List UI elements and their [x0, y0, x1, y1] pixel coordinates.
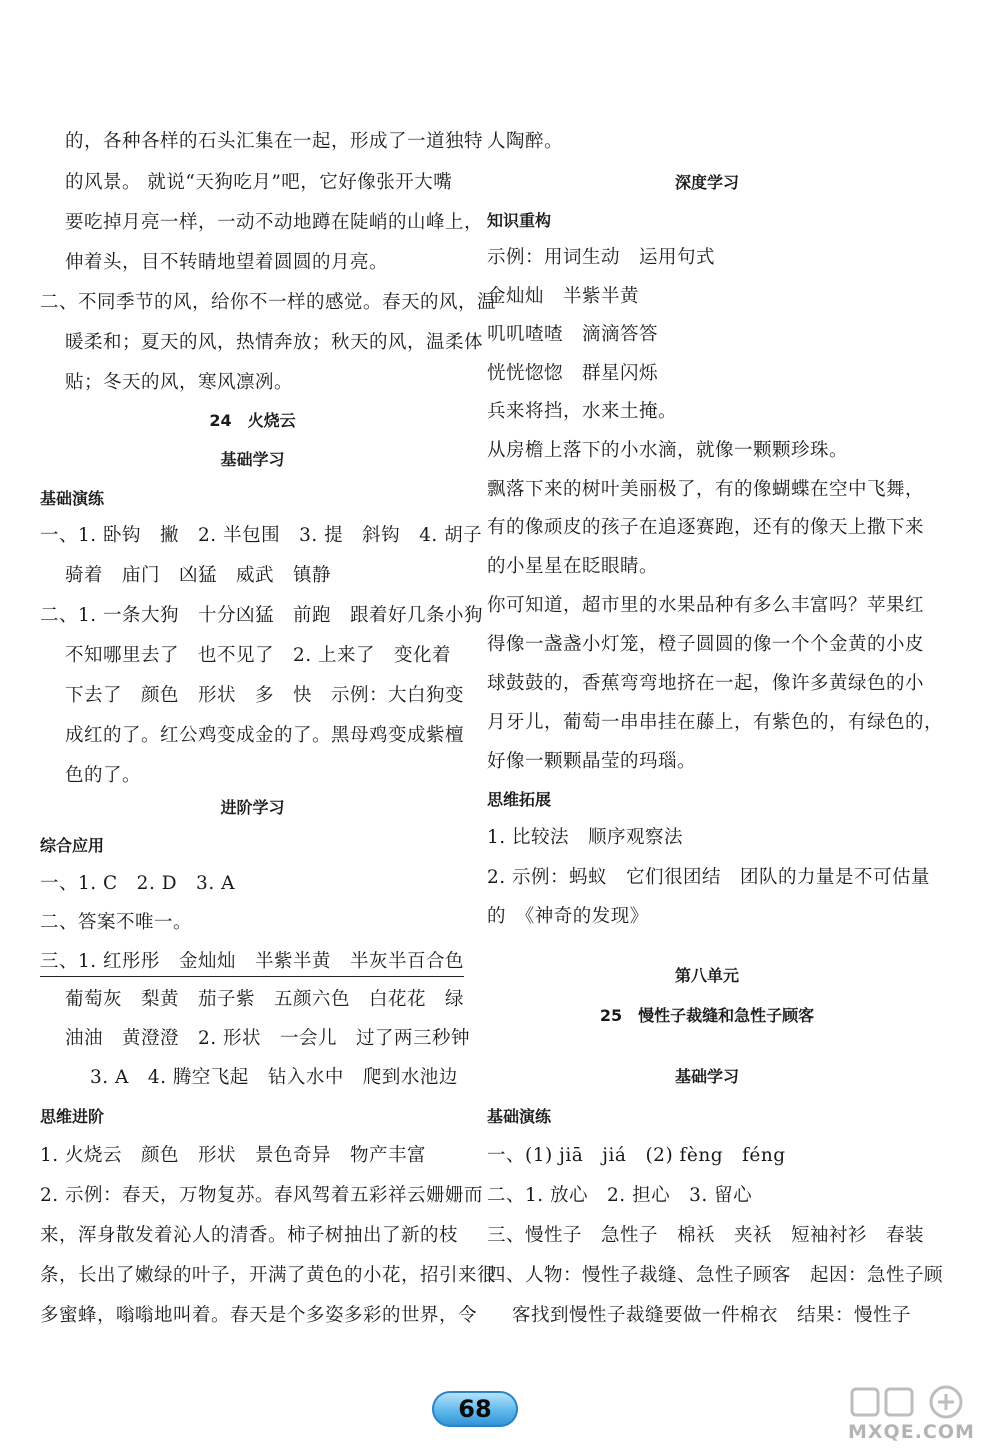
- subsection-heading: 思维拓展: [487, 790, 552, 809]
- subsection-heading: 知识重构: [487, 211, 552, 230]
- answer-line: 球鼓鼓的，香蕉弯弯地挤在一起，像许多黄绿色的小: [487, 673, 925, 694]
- subsection-heading: 思维进阶: [40, 1107, 105, 1126]
- subsection-heading: 综合应用: [40, 836, 105, 855]
- watermark-icon: [838, 1383, 988, 1423]
- answer-line: 下去了 颜色 形状 多 快 示例：大白狗变: [65, 685, 465, 706]
- lesson-title: 25 慢性子裁缝和急性子顾客: [599, 1006, 815, 1025]
- answer-line: 二、1. 放心 2. 担心 3. 留心: [487, 1185, 753, 1206]
- answer-line: 示例：用词生动 运用句式: [487, 247, 716, 268]
- section-heading: 深度学习: [674, 173, 739, 192]
- answer-line: 叽叽喳喳 滴滴答答: [487, 324, 659, 345]
- answer-line: 一、1. 卧钩 撇 2. 半包围 3. 提 斜钩 4. 胡子: [40, 525, 483, 546]
- section-heading: 基础学习: [674, 1067, 739, 1086]
- answer-line: 二、1. 一条大狗 十分凶猛 前跑 跟着好几条小狗: [40, 605, 484, 626]
- section-heading: 基础学习: [220, 450, 285, 469]
- subsection-heading: 基础演练: [40, 489, 105, 508]
- answer-line: 色的了。: [65, 765, 142, 786]
- unit-title: 第八单元: [674, 966, 739, 985]
- answer-line: 的 《神奇的发现》: [487, 906, 649, 927]
- text-line: 暖柔和；夏天的风，热情奔放；秋天的风，温柔体: [65, 332, 484, 353]
- answer-line: 月牙儿，葡萄一串串挂在藤上，有紫色的，有绿色的，: [487, 712, 944, 733]
- page-number-badge: [432, 1391, 518, 1427]
- answer-line: 飘落下来的树叶美丽极了，有的像蝴蝶在空中飞舞，: [487, 479, 925, 500]
- answer-line: 2. 示例：蚂蚁 它们很团结 团队的力量是不可估量: [487, 867, 931, 888]
- answer-line: 不知哪里去了 也不见了 2. 上来了 变化着: [65, 645, 452, 666]
- answer-line: 的小星星在眨眼睛。: [487, 556, 659, 577]
- answer-line: 油油 黄澄澄 2. 形状 一会儿 过了两三秒钟: [65, 1028, 471, 1049]
- lesson-title: 24 火烧云: [209, 411, 296, 430]
- text-line: 的，各种各样的石头汇集在一起，形成了一道独特: [65, 131, 484, 152]
- answer-line: 条，长出了嫩绿的叶子，开满了黄色的小花，招引来很: [40, 1265, 497, 1286]
- subsection-heading: 基础演练: [487, 1107, 552, 1126]
- section-heading: 进阶学习: [220, 798, 285, 817]
- answer-line: 2. 示例：春天，万物复苏。春风驾着五彩祥云姗姗而: [40, 1185, 484, 1206]
- answer-line: 恍恍惚惚 群星闪烁: [487, 363, 659, 384]
- text-line: 的风景。 就说“天狗吃月”吧，它好像张开大嘴: [65, 172, 453, 193]
- answer-line: 你可知道，超市里的水果品种有多么丰富吗？苹果红: [487, 595, 925, 616]
- page-number: 68: [458, 1395, 492, 1423]
- answer-line: 从房檐上落下的小水滴，就像一颗颗珍珠。: [487, 440, 849, 461]
- answer-line: 来，浑身散发着沁人的清香。柿子树抽出了新的枝: [40, 1225, 459, 1246]
- answer-line: 二、答案不唯一。: [40, 912, 193, 933]
- text-line: 要吃掉月亮一样，一动不动地蹲在陡峭的山峰上，: [65, 212, 484, 233]
- watermark-text: MXQE.COM: [848, 1421, 975, 1443]
- answer-line: 成红的了。红公鸡变成金的了。黑母鸡变成紫檀: [65, 725, 465, 746]
- answer-line: 兵来将挡，水来土掩。: [487, 401, 678, 422]
- text-line: 二、不同季节的风，给你不一样的感觉。春天的风，温: [40, 292, 497, 313]
- answer-line: 得像一盏盏小灯笼，橙子圆圆的像一个个金黄的小皮: [487, 634, 925, 655]
- answer-line: 客找到慢性子裁缝要做一件棉衣 结果：慢性子: [512, 1305, 912, 1326]
- watermark-logo: [838, 1383, 988, 1445]
- answer-line: 一、(1) jiā jiá (2) fèng féng: [487, 1145, 786, 1166]
- answer-line: 多蜜蜂，嗡嗡地叫着。春天是个多姿多彩的世界，令: [40, 1305, 478, 1326]
- answer-line: 好像一颗颗晶莹的玛瑙。: [487, 751, 697, 772]
- answer-line: 有的像顽皮的孩子在追逐赛跑，还有的像天上撒下来: [487, 517, 925, 538]
- answer-line: 骑着 庙门 凶猛 威武 镇静: [65, 565, 332, 586]
- answer-line: 一、1. C 2. D 3. A: [40, 873, 235, 894]
- answer-line: 1. 火烧云 颜色 形状 景色奇异 物产丰富: [40, 1145, 427, 1166]
- text-line: 伸着头，目不转睛地望着圆圆的月亮。: [65, 252, 389, 273]
- text-line: 贴；冬天的风，寒风凛冽。: [65, 372, 294, 393]
- text-line: 人陶醉。: [487, 131, 564, 152]
- answer-line: 三、1. 红彤彤 金灿灿 半紫半黄 半灰半百合色: [40, 950, 464, 977]
- answer-line: 葡萄灰 梨黄 茄子紫 五颜六色 白花花 绿: [65, 989, 465, 1010]
- answer-line: 3. A 4. 腾空飞起 钻入水中 爬到水池边: [90, 1067, 458, 1088]
- answer-line: 四、人物：慢性子裁缝、急性子顾客 起因：急性子顾: [487, 1265, 944, 1286]
- answer-line: 1. 比较法 顺序观察法: [487, 827, 684, 848]
- answer-line: 三、慢性子 急性子 棉袄 夹袄 短袖衬衫 春装: [487, 1225, 925, 1246]
- answer-line: 金灿灿 半紫半黄: [487, 286, 640, 307]
